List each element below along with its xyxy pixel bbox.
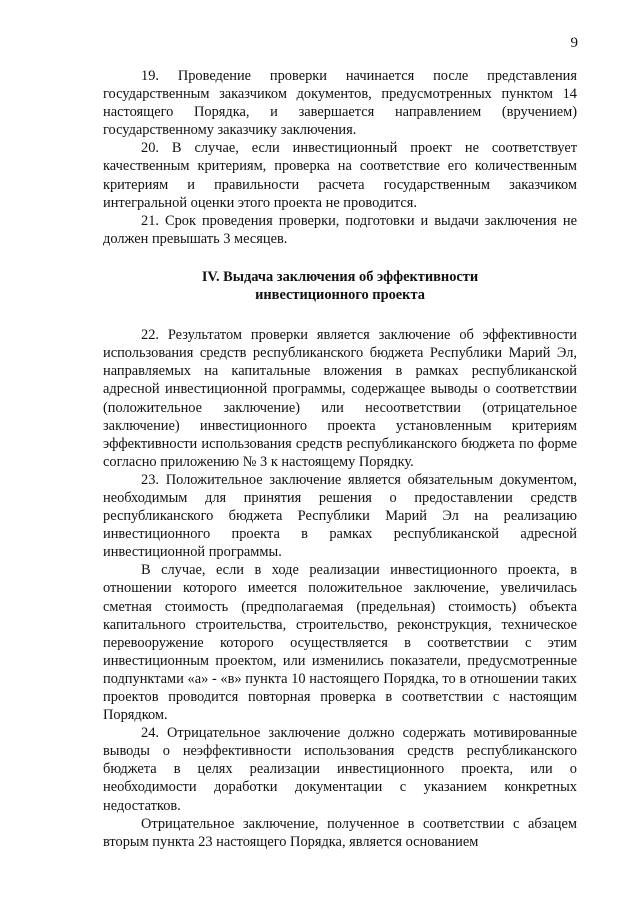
paragraph-22: 22. Результатом проверки является заключение об эффективности использования средств республиканского бюджета Республики Марий Эл, направляемых на капитальные вложения в рамках республиканской адресной инвестиционной программы, содержащее выводы о соответствии (положительное заключение) или несоответствии (отрицательное заключение) инвестиционного проекта установленным критериям эффективности использования средств республиканского бюджета по форме согласно приложению № 3 к настоящему Порядку. <box>103 327 577 470</box>
section-title-line-1: IV. Выдача заключения об эффективности <box>201 268 479 285</box>
paragraph-24-continued: Отрицательное заключение, полученное в соответствии с абзацем вторым пункта 23 настоящего Порядка, является основанием <box>103 815 577 850</box>
page-number: 9 <box>570 35 578 51</box>
paragraph-23: 23. Положительное заключение является обязательным документом, необходимым для принятия решения о предоставлении средств республиканского бюджета Республики Марий Эл на реализацию инвестиционного проекта в рамках республиканской адресной инвестиционной программы. <box>103 471 577 561</box>
document-body <box>103 67 577 851</box>
paragraph-23-continued: В случае, если в ходе реализации инвестиционного проекта, в отношении которого имеется положительное заключение, увеличилась сметная стоимость (предполагаемая (предельная) стоимость) объекта капитального строительства, строительство, реконструкция, техническое перевооружение которого осуществляется в соответствии с этим инвестиционным проектом, или изменились показатели, предусмотренные подпунктами «а» - «в» пункта 10 настоящего Порядка, то в отношении таких проектов проводится повторная проверка в соответствии с настоящим Порядком. <box>103 562 577 724</box>
paragraph-19: 19. Проведение проверки начинается после представления государственным заказчиком документов, предусмотренных пунктом 14 настоящего Порядка, и завершается направлением (вручением) государственному заказчику заключения. <box>103 68 577 139</box>
section-title <box>103 268 577 304</box>
paragraph-21: 21. Срок проведения проверки, подготовки и выдачи заключения не должен превышать 3 месяцев. <box>103 212 577 247</box>
section-title-line-2: инвестиционного проекта <box>255 287 425 304</box>
paragraph-24: 24. Отрицательное заключение должно содержать мотивированные выводы о неэффективности использования средств республиканского бюджета в целях реализации инвестиционного проекта, или о необходимости доработки документации с указанием конкретных недостатков. <box>103 725 577 814</box>
paragraph-20: 20. В случае, если инвестиционный проект не соответствует качественным критериям, проверка на соответствие его количественным критериям и правильности расчета государственным заказчиком интегральной оценки этого проекта не проводится. <box>103 140 577 211</box>
